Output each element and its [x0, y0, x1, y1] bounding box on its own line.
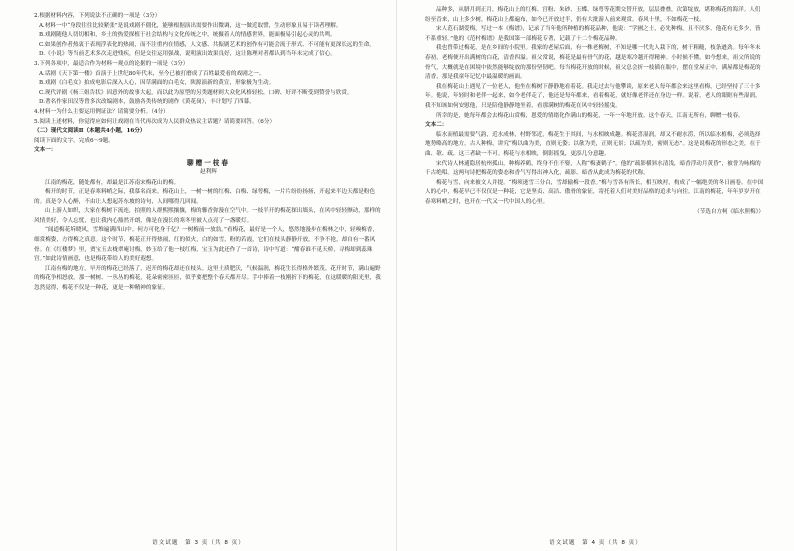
- question-paragraph: A.材料一中“身段往往比较紧张”是说戏剧不僵化，能够根据演出需要作出微调，这一做近取譬，生动形象且易于读者理解。: [39, 22, 342, 29]
- body-paragraph: 我在梅花山上遇见了一位老人，他坐在梅树下静静地看着花。我走过去与他攀谈，原来老人每年都会来这里看梅，已经坚持了三十多年。他说，年轻时和老伴一起来，如今老伴走了，他还是每年都来，看着梅花，就好像老伴还在身边一样。说着，老人的眼眶有些湿润。我不知该如何安慰他，只是陪他静静地坐着，看那满树的梅花在风中轻轻摇曳。: [425, 83, 761, 109]
- question-paragraph: 5.阅读上述材料，你觉得应如何让戏剧在当代再次成为人民群众热议主话题？请简要回答。（6分）: [34, 118, 276, 125]
- left-questions-section: [34, 12, 383, 156]
- question-paragraph: B.戏剧《白毛女》拍成电影后深入人心，因草满面的白毛女，陕源演新的黄宣，形象极为生动。: [39, 80, 275, 87]
- question-paragraph: 4.材料一为什么主要运用例证法？请简要分析。（4分）: [34, 108, 169, 115]
- page-footer-right: 语文试题 第 4 页（共 8 页）: [549, 540, 642, 546]
- article-author: 赵利辉: [200, 168, 217, 175]
- article-body: [34, 179, 383, 294]
- question-paragraph: 2.根据材料内容，下列说法不正确的一项是（3分）: [34, 13, 161, 19]
- text-two-body: [425, 131, 764, 208]
- article-continuation: [425, 6, 764, 121]
- question-paragraph: （二）现代文阅读Ⅱ（本题共4小题，16分）: [34, 128, 146, 135]
- body-paragraph: 宋人范石湖爱梅，写过一本《梅谱》，记录了当年他所种植的梅花品种，他说：“学圃之士，必先种梅，且不厌多，他花有无多少，皆不系重轻。”他的《范村梅谱》是我国第一部梅花专著，记载了十二个梅花品种。: [425, 26, 761, 42]
- question-paragraph: 3.下列各项中，最适合作为材料一观点的论据的一项是（3分）: [34, 60, 189, 67]
- body-paragraph: 所幸的是，她每年都会去梅花山赏梅，恩爱的情绪化作满山的梅花，一年一年地开放。这个春天，江南无所有，聊赠一枝春。: [436, 112, 744, 119]
- body-paragraph: 梅花与雪，向来被文人并提。“梅须逊雪三分白，雪却输梅一段香。”梅与雪各有所长，相互映衬，构成了一幅绝美的冬日画卷。在中国人的心中，梅花早已不仅仅是一种花，它是坚贞、高洁、傲骨的象征，寄托着人们对美好品格的追求与向往。江南的梅花，年年岁岁开在春寒料峭之时，也开在一代又一代中国人的心里。: [425, 179, 764, 205]
- question-paragraph: 阅读下面的文字，完成6～9题。: [34, 137, 114, 144]
- body-paragraph: 江南有梅的地方，早开的梅花已经落了，迟开的梅花却还在枝头。这里土质肥沃，气候温润，梅花生长得格外繁茂。花开时节，满山遍野的梅花争相怒放，那一树树、一丛丛的梅花，花朵密密匝匝，似乎要把整个春天都开尽。手中捧着一枝刚折下的梅花，在这暖暖的阳光里，我忽然觉得，梅花不仅是一种花，更是一种精神的象征。: [34, 265, 381, 292]
- body-paragraph: 我也曾带过梅花，是在乡间的小院里。我家的老屋后面，有一株老梅树，不知是哪一代先人栽下的，树干粗糙，枝条遒劲。每年冬末春初，老梅便开出满树的白花，清香四溢。祖父常说，梅花是最有骨气的花，越是寒冷越开得精神。小时候不懂，如今想来，祖父所说的骨气，大概就是在困境中依然能够绽放的那份坚韧吧。每当梅花开放的时候，祖父总会折一枝插在瓶中，摆在堂屋正中，满屋都是梅花的清香，那是我童年记忆中最温暖的画面。: [425, 45, 761, 81]
- question-paragraph: 文本一：: [34, 147, 57, 154]
- body-paragraph: 品种多，从腊月到正月，梅花山上的红梅、宫粉、朱砂、玉蝶、绿萼等花期交替开放，层层叠叠，次第绽放，堪称梅花的海洋。人们纷至沓来，山上多少树，梅花山上都遍布，如今已开放过半，仍有大批游人前来观赏。春风十里，不如梅花一枝。: [425, 7, 761, 23]
- text-two-heading: 文本二：: [425, 122, 448, 129]
- question-paragraph: C.现代评剧《杨三姐告状》因意外的故事大起，而以此为原型的另类题材则大众化风格轻松，口碑、好评不断受到赞誉与欣赏。: [39, 89, 353, 96]
- body-paragraph: 江南的梅花，随处都有，却最是江苏南宋梅花山的梅。: [45, 179, 180, 186]
- body-paragraph: 梅开的时节，正是春寒料峭之际，我慕名而来。梅花山上，一树一树的红梅、白梅、绿萼梅，一片片纷纷扬扬，开起来半边天都是粉色的。真是令人心醉，不由让人想起苏东坡的诗句，人间哪得几回闻。: [34, 189, 376, 205]
- question-paragraph: C.如果创作者热衷于表现浮表化的热闹，而不注重内在情感，人文感、共振剧艺术的创作有可能会流于形式、不可能有更深长远的生命。: [39, 41, 375, 48]
- question-paragraph: D.《小说》等当前艺术多次走进残疾，但是交往运用强战，说明演出效果良好，这让陈理对者都认到当年未完成了信心。: [39, 51, 336, 58]
- text-two-source: （节选自方柯《临水照梅》）: [694, 209, 764, 216]
- page-footer-left: 语文试题 第 3 页（共 8 页）: [152, 540, 245, 546]
- right-page: [397, 0, 794, 551]
- question-paragraph: B.戏剧随他人切切相和，乡土的热爱探植于社会结构与文化传统之中，统摄着人的情感世界，能面极易引起心灵的共鸣。: [39, 32, 336, 39]
- body-paragraph: “闻道梅花坼晓风，雪堆遍满四山中。何方可化身千亿？一树梅前一放翁。”看梅花，最好是一个人，悠然地漫步在梅林之中，轻嗅梅香，细赏梅姿，方得梅之真意。这个时节，梅花正开得热闹，红的似火，白的如雪，粉的若霞，它们在枝头静静开放，不争不抢，却自有一番风骨。在《红楼梦》里，贾宝玉去栊翠庵讨梅，妙玉给了他一枝红梅，宝玉为此还作了一首诗，诗中写道：“酣春谁不觅天桥，寻梅却到蕊珠宫。”如此诗情画意，也是梅花带给人的美好遐想。: [34, 227, 378, 263]
- body-paragraph: 宋代诗人林逋隐居杭州孤山，种梅养鹤，终身不仕不娶，人称“梅妻鹤子”。他的“疏影横斜水清浅，暗香浮动月黄昏”，被誉为咏梅的千古绝唱。这两句诗把梅花的姿态和香气写得出神入化，疏影、暗香从此成为梅花的代称。: [425, 160, 761, 177]
- article-title: 聊赠一枝春: [187, 158, 230, 167]
- question-paragraph: D.著名作家田汉等曾多次改编剧本，鼓励各类传统的剧作《黄花岗》，丰计划写了四幕。: [39, 99, 255, 106]
- body-paragraph: 山上游人如织，大家在梅树下流连，拍照的人群熙熙攘攘，梅的馨香弥漫在空气中。一枝半开的梅花探出墙头，在风中轻轻颤动，那样的风情美好，令人忘忧，也让我内心豁然开朗，像是在漫长的寒冬里被人点亮了一盏暖灯。: [34, 208, 381, 224]
- question-paragraph: A.话剧《天下第一楼》首演于上世纪80年代末，至今已被打磨成了百姓最爱看的戏剧之一。: [39, 70, 265, 77]
- body-paragraph: 临水而植最需要气韵，近水成林，村野邻近，梅花生于其间，与水相映成趣。梅花喜湿润，却又不耐水涝，所以临水植梅，必须选择地势略高的地方。古人种梅，讲究“梅以曲为美，直则无姿；以欹为美，正则无景；以疏为美，密则无态”。这是说梅花的形态之美，在于曲、欹、疏，这三者缺一不可。梅花与水相映，倒影摇曳，更添几分意趣。: [425, 131, 761, 157]
